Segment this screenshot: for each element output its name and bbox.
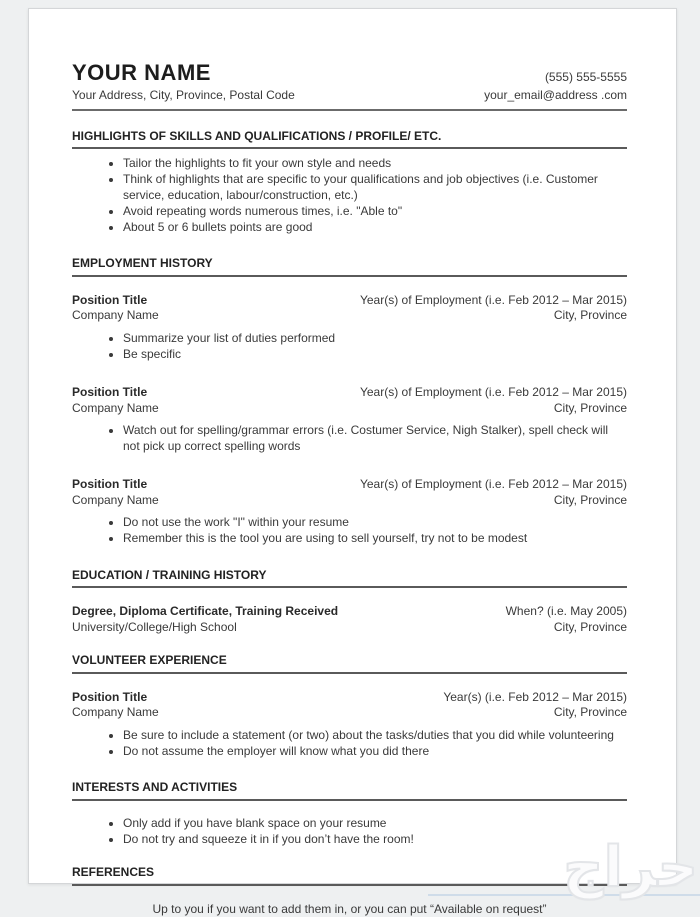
bullet-item: • Remember this is the tool you are using to sell yourself, try not to be modest bbox=[123, 531, 627, 547]
bullet-item: • Be sure to include a statement (or two) about the tasks/duties that you did while volunteering bbox=[123, 728, 627, 744]
bullet-item: • Watch out for spelling/grammar errors (i.e. Costumer Service, Nigh Stalker), spell check will not pick up correct spelling words bbox=[123, 423, 627, 454]
header-sub-row bbox=[72, 85, 627, 111]
entry-company-row bbox=[72, 401, 627, 417]
school-location: City, Province bbox=[554, 620, 627, 636]
name-heading: YOUR NAME bbox=[72, 61, 211, 85]
school-name: University/College/High School bbox=[72, 620, 237, 636]
bullet-item: • Do not use the work "I" within your resume bbox=[123, 515, 627, 531]
volunteer-entry bbox=[72, 690, 627, 760]
company-name: Company Name bbox=[72, 401, 159, 417]
volunteer-heading: VOLUNTEER EXPERIENCE bbox=[72, 653, 627, 674]
resume-content bbox=[29, 9, 676, 917]
references-note: Up to you if you want to add them in, or you can put “Available on request” bbox=[72, 902, 627, 917]
degree-title: Degree, Diploma Certificate, Training Received bbox=[72, 604, 338, 620]
volunteer-dates: Year(s) (i.e. Feb 2012 – Mar 2015) bbox=[443, 690, 627, 706]
entry-school-row bbox=[72, 620, 627, 636]
education-entry bbox=[72, 604, 627, 635]
bullet-item: • Do not try and squeeze it in if you don’t have the room! bbox=[123, 832, 627, 848]
bullet-item: • Tailor the highlights to fit your own style and needs bbox=[123, 156, 627, 172]
entry-title-row bbox=[72, 477, 627, 493]
position-title: Position Title bbox=[72, 385, 147, 401]
employment-dates: Year(s) of Employment (i.e. Feb 2012 – Mar 2015) bbox=[360, 385, 627, 401]
company-location: City, Province bbox=[554, 493, 627, 509]
highlights-heading: HIGHLIGHTS OF SKILLS AND QUALIFICATIONS / PROFILE/ ETC. bbox=[72, 129, 627, 150]
employment-dates: Year(s) of Employment (i.e. Feb 2012 – Mar 2015) bbox=[360, 477, 627, 493]
position-title: Position Title bbox=[72, 477, 147, 493]
section-references bbox=[72, 865, 627, 917]
entry-company-row bbox=[72, 705, 627, 721]
references-heading: REFERENCES bbox=[72, 865, 627, 886]
section-interests bbox=[72, 780, 627, 847]
education-when: When? (i.e. May 2005) bbox=[506, 604, 627, 620]
section-education bbox=[72, 568, 627, 636]
entry-bullet-list bbox=[72, 515, 627, 547]
company-location: City, Province bbox=[554, 308, 627, 324]
entry-title-row bbox=[72, 604, 627, 620]
phone-number: (555) 555-5555 bbox=[545, 70, 627, 86]
header-top-row bbox=[72, 61, 627, 85]
entry-company-row bbox=[72, 493, 627, 509]
company-name: Company Name bbox=[72, 493, 159, 509]
employment-entry bbox=[72, 477, 627, 547]
entry-company-row bbox=[72, 308, 627, 324]
bullet-item: • About 5 or 6 bullets points are good bbox=[123, 220, 627, 236]
bullet-item: • Avoid repeating words numerous times, i.e. "Able to" bbox=[123, 204, 627, 220]
education-heading: EDUCATION / TRAINING HISTORY bbox=[72, 568, 627, 589]
section-highlights bbox=[72, 129, 627, 236]
entry-bullet-list bbox=[72, 423, 627, 454]
resume-page bbox=[28, 8, 677, 884]
entry-bullet-list bbox=[72, 728, 627, 760]
entry-title-row bbox=[72, 385, 627, 401]
employment-heading: EMPLOYMENT HISTORY bbox=[72, 256, 627, 277]
company-location: City, Province bbox=[554, 401, 627, 417]
interests-bullet-list bbox=[72, 816, 627, 848]
entry-title-row bbox=[72, 293, 627, 309]
highlights-bullet-list bbox=[72, 156, 627, 235]
company-name: Company Name bbox=[72, 705, 159, 721]
entry-title-row bbox=[72, 690, 627, 706]
haraj-watermark: حراج bbox=[563, 840, 698, 896]
bullet-item: • Do not assume the employer will know what you did there bbox=[123, 744, 627, 760]
position-title: Position Title bbox=[72, 293, 147, 309]
employment-dates: Year(s) of Employment (i.e. Feb 2012 – Mar 2015) bbox=[360, 293, 627, 309]
section-volunteer bbox=[72, 653, 627, 759]
bullet-item: • Be specific bbox=[123, 347, 627, 363]
bullet-item: • Summarize your list of duties performed bbox=[123, 331, 627, 347]
position-title: Position Title bbox=[72, 690, 147, 706]
entry-bullet-list bbox=[72, 331, 627, 363]
email-address: your_email@address .com bbox=[484, 88, 627, 104]
employment-entry bbox=[72, 385, 627, 454]
company-name: Company Name bbox=[72, 308, 159, 324]
bullet-item: • Think of highlights that are specific to your qualifications and job objectives (i.e. Customer service, education, labour/construction, etc.) bbox=[123, 172, 627, 203]
bullet-item: • Only add if you have blank space on your resume bbox=[123, 816, 627, 832]
interests-heading: INTERESTS AND ACTIVITIES bbox=[72, 780, 627, 801]
company-location: City, Province bbox=[554, 705, 627, 721]
address-line: Your Address, City, Province, Postal Code bbox=[72, 88, 295, 104]
employment-entry bbox=[72, 293, 627, 363]
section-employment bbox=[72, 256, 627, 547]
